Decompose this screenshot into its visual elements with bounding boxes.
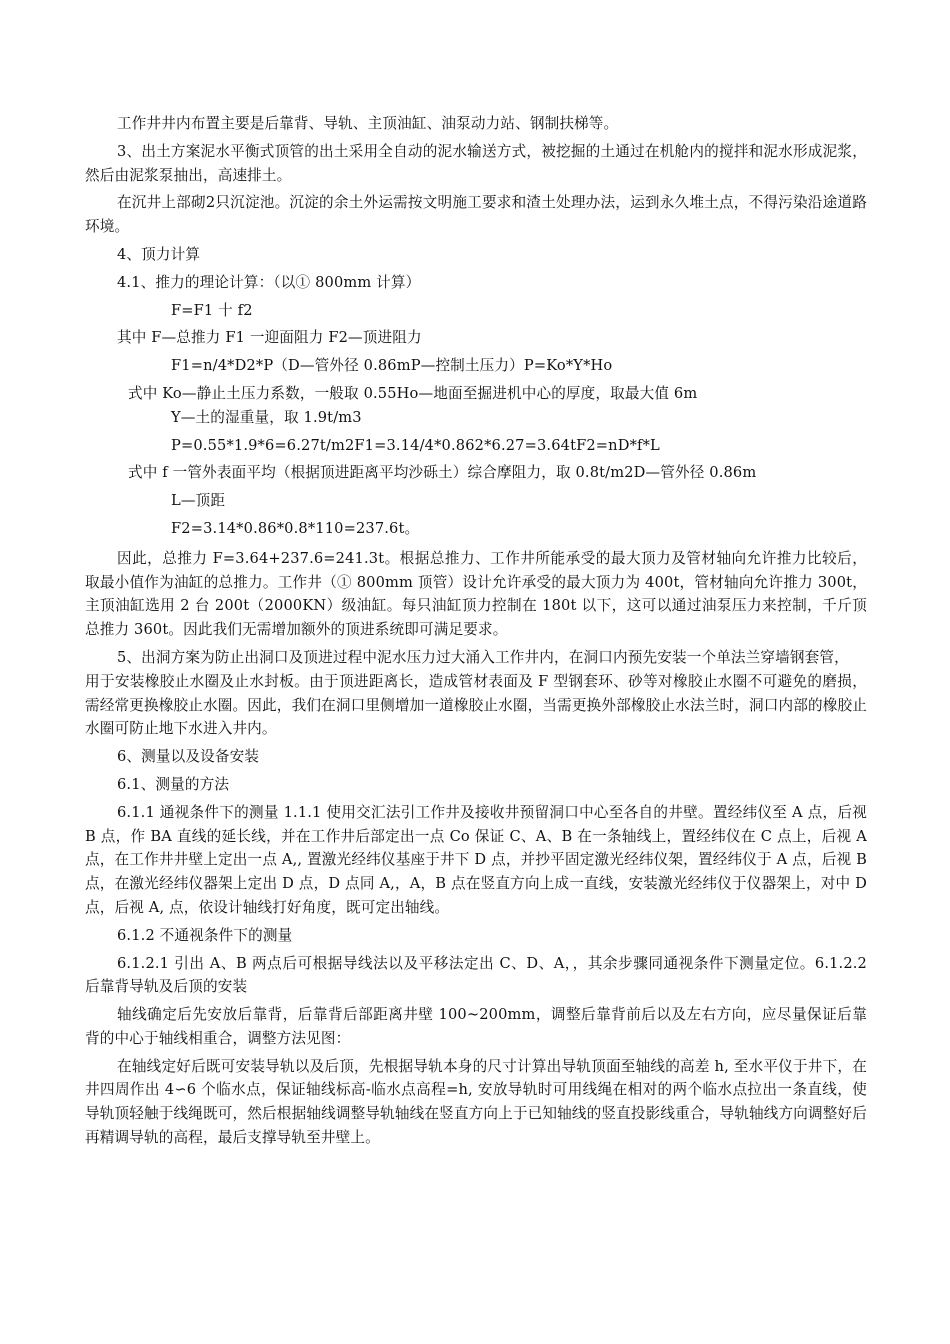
heading-survey-method: 6.1、测量的方法	[117, 775, 230, 793]
heading-survey-installation: 6、测量以及设备安装	[117, 748, 260, 766]
paragraph-visible-survey: 6.1.1 通视条件下的测量 1.1.1 使用交汇法引工作井及接收井预留洞口中心至各自的井壁。置经纬仪至 A 点，后视 B 点，作 BA 直线的延长线，并在工作井后部定出一点 Co 保证 C、A、B 在一条轴线上，置经纬仪在 C 点上，后视 A 点，在工作井井壁上定出一点 A,, 置激光经纬仪基座于井下 D 点，并抄平固定激光经纬仪架，置经纬仪于 A 点，后视 B 点，在激光经纬仪器架上定出 D 点，D 点同 A,，A，B 点在竖直方向上成一直线，安装激光经纬仪于仪器架上，对中 D 点，后视 A, 点，依设计轴线打好角度，既可定出轴线。	[85, 803, 867, 916]
paragraph-traverse-method: 6.1.2.1 引出 A、B 两点后可根据导线法以及平移法定出 C、D、A，，其余步骤同通视条件下测量定位。6.1.2.2 后靠背导轨及后顶的安装	[85, 954, 867, 996]
paragraph-well-layout: 工作井井内布置主要是后靠背、导轨、主顶油缸、油泵动力站、钢制扶梯等。	[117, 115, 619, 132]
definition-unit-weight: Y—土的湿重量，取 1.9t/m3	[171, 408, 362, 426]
paragraph-outlet-plan: 5、出洞方案为防止出洞口及顶进过程中泥水压力过大涌入工作井内，在洞口内预先安装一个单法兰穿墙钢套管，	[117, 648, 849, 666]
heading-thrust-theory: 4.1、推力的理论计算：（以① 800mm 计算）	[117, 273, 421, 291]
definition-force-terms: 其中 F—总推力 F1 一迎面阻力 F2—顶进阻力	[117, 329, 422, 347]
formula-f2-result: F2=3.14*0.86*0.8*110=237.6t。	[171, 519, 420, 537]
formula-pressure-calculation: P=0.55*1.9*6=6.27t/m2F1=3.14/4*0.862*6.27=3.64tF2=nD*f*L	[171, 436, 660, 454]
definition-friction: 式中 f 一管外表面平均（根据顶进距离平均沙砾土）综合摩阻力，取 0.8t/m2D—管外径 0.86m	[128, 464, 757, 482]
paragraph-total-thrust: 因此，总推力 F=3.64+237.6=241.3t。根据总推力、工作井所能承受的最大顶力及管材轴向允许推力比较后，取最小值作为油缸的总推力。工作井（① 800mm 顶管）设计允许承受的最大顶力为 400t，管材轴向允许推力 300t，主顶油缸选用 2 台 200t（2000KN）级油缸。每只油缸顶力控制在 180t 以下，这可以通过油泵压力来控制，千斤顶总推力 360t。因此我们无需增加额外的顶进系统即可满足要求。	[85, 549, 867, 639]
paragraph-backrest-adjustment: 轴线确定后先安放后靠背，后靠背后部距离井壁 100~200mm，调整后靠背前后以及左右方向，应尽量保证后靠背的中心于轴线相重合，调整方法见图：	[85, 1006, 867, 1047]
definition-ko: 式中 Ko—静止土压力系数，一般取 0.55Ho—地面至掘进机中心的厚度，取最大值 6m	[128, 384, 698, 402]
heading-non-visible-survey: 6.1.2 不通视条件下的测量	[117, 926, 293, 944]
paragraph-settling-tank: 在沉井上部砌2只沉淀池。沉淀的余土外运需按文明施工要求和渣土处理办法，运到永久堆土点，不得污染沿途道路环境。	[85, 194, 867, 236]
paragraph-water-stop: 用于安装橡胶止水圈及止水封板。由于顶进距离长，造成管材表面及 F 型钢套环、砂等对橡胶止水圈不可避免的磨损，需经常更换橡胶止水圈。因此，我们在洞口里侧增加一道橡胶止水圈，当需更换外部橡胶止水法兰时，洞口内部的橡胶止水圈可防止地下水进入井内。	[85, 672, 867, 738]
document-body	[85, 112, 867, 1150]
heading-jacking-force: 4、顶力计算	[117, 245, 201, 263]
formula-f1: F1=n/4*D2*P（D—管外径 0.86mP—控制土压力）P=Ko*Y*Ho	[171, 357, 613, 375]
paragraph-soil-removal: 3、出土方案泥水平衡式顶管的出土采用全自动的泥水输送方式，被挖掘的土通过在机舱内的搅拌和泥水形成泥浆，然后由泥浆泵抽出，高速排土。	[85, 142, 867, 184]
formula-total-force: F=F1 十 f2	[171, 301, 253, 319]
definition-jacking-distance: L—顶距	[171, 492, 226, 510]
paragraph-guide-rail-installation: 在轴线定好后既可安装导轨以及后顶，先根据导轨本身的尺寸计算出导轨顶面至轴线的高差 h, 至水平仪于井下，在井四周作出 4∽6 个临水点，保证轴线标高-临水点高程=h, 安放导轨时可用线绳在相对的两个临水点拉出一条直线，使导轨顶轻触于线绳既可，然后根据轴线调整导轨轴线在竖直方向上于已知轴线的竖直投影线重合，导轨轴线方向调整好后再精调导轨的高程，最后支撑导轨至井壁上。	[85, 1057, 867, 1147]
